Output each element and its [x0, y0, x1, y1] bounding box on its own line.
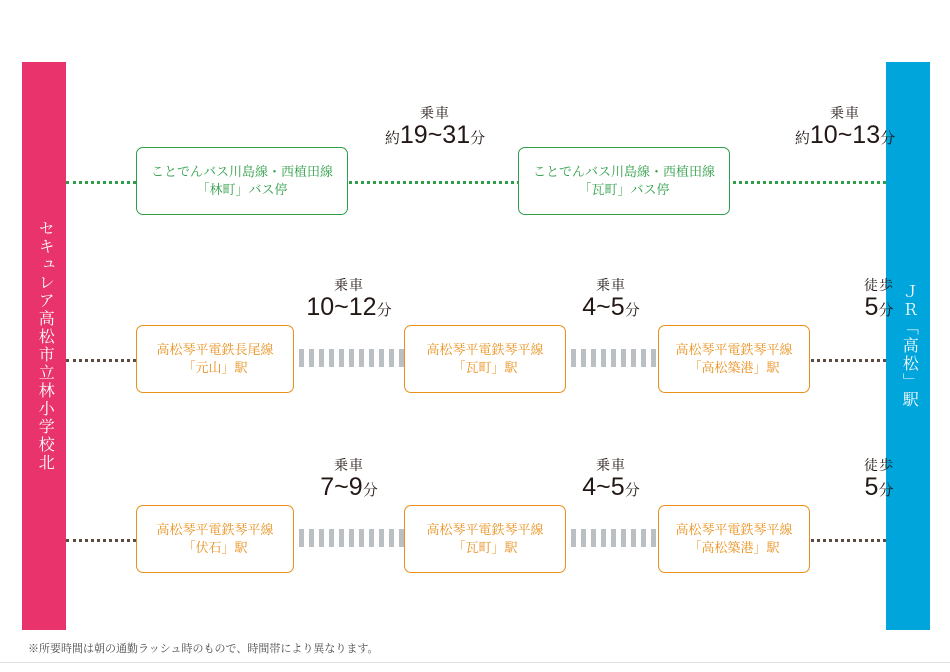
- bus-stop-kawaramachi[interactable]: [518, 147, 730, 215]
- nagao-leg-1-duration: 10~12: [306, 293, 377, 321]
- station-takamatsuchikko-nagao-name: 「高松築港」駅: [688, 360, 780, 375]
- bus-leg-2-time: [766, 103, 924, 150]
- nagao-leg-1-unit: 分: [376, 302, 392, 319]
- route-row-nagao-line: [66, 277, 894, 403]
- nagao-leg-2-unit: 分: [624, 302, 640, 319]
- rail-segment-kotohira-1: [294, 529, 404, 547]
- nagao-leg-3-unit: 分: [878, 302, 894, 319]
- kotohira-leg-1-time: [270, 455, 428, 502]
- station-motoyama-name: 「元山」駅: [182, 360, 248, 375]
- bus-leg-2-unit: 分: [880, 130, 896, 147]
- bottom-divider: [0, 662, 950, 663]
- kotohira-leg-1-duration: 7~9: [320, 473, 363, 501]
- station-motoyama-line: 高松琴平電鉄長尾線: [156, 342, 274, 358]
- rail-segment-kotohira-2: [566, 529, 658, 547]
- nagao-leg-3-duration: 5: [864, 293, 879, 321]
- nagao-leg-2-time: [546, 275, 676, 322]
- nagao-leg-2-mode: 乗車: [596, 277, 626, 293]
- nagao-leg-2-duration: 4~5: [582, 293, 625, 321]
- station-kawaramachi-kotohira[interactable]: [404, 505, 566, 573]
- bus-leg-1-approx: 約: [384, 130, 400, 147]
- nagao-leg-3-time: [814, 275, 944, 322]
- station-kawaramachi-nagao[interactable]: [404, 325, 566, 393]
- kotohira-leg-3-unit: 分: [878, 482, 894, 499]
- origin-endpoint-bar: [22, 62, 66, 630]
- bus-stop-hayashicho[interactable]: [136, 147, 348, 215]
- bus-leg-1-duration: 19~31: [399, 121, 471, 149]
- bus-leg-1-mode: 乗車: [420, 105, 450, 121]
- station-fuseishi[interactable]: [136, 505, 294, 573]
- bus-leg-1-unit: 分: [470, 130, 486, 147]
- station-fuseishi-line: 高松琴平電鉄琴平線: [156, 522, 274, 538]
- station-takamatsuchikko-kotohira[interactable]: [658, 505, 810, 573]
- bus-leg-2-duration: 10~13: [809, 121, 881, 149]
- nagao-leg-1-time: [270, 275, 428, 322]
- station-kawaramachi-nagao-name: 「瓦町」駅: [452, 360, 518, 375]
- kotohira-leg-2-duration: 4~5: [582, 473, 625, 501]
- nagao-leg-3-mode: 徒歩: [864, 277, 894, 293]
- bus-stop-kawaramachi-name: 「瓦町」バス停: [578, 182, 670, 197]
- station-takamatsuchikko-nagao[interactable]: [658, 325, 810, 393]
- station-takamatsuchikko-nagao-line: 高松琴平電鉄琴平線: [675, 342, 793, 358]
- kotohira-leg-1-unit: 分: [362, 482, 378, 499]
- kotohira-leg-2-unit: 分: [624, 482, 640, 499]
- kotohira-leg-3-time: [814, 455, 944, 502]
- route-row-bus: [66, 105, 896, 225]
- bus-stop-kawaramachi-line: ことでんバス川島線・西植田線: [532, 164, 715, 180]
- station-fuseishi-name: 「伏石」駅: [182, 540, 248, 555]
- bus-stop-hayashicho-line: ことでんバス川島線・西植田線: [150, 164, 333, 180]
- kotohira-leg-3-mode: 徒歩: [864, 457, 894, 473]
- bus-leg-2-mode: 乗車: [830, 105, 860, 121]
- station-kawaramachi-nagao-line: 高松琴平電鉄琴平線: [426, 342, 544, 358]
- station-takamatsuchikko-kotohira-name: 「高松築港」駅: [688, 540, 780, 555]
- station-kawaramachi-kotohira-line: 高松琴平電鉄琴平線: [426, 522, 544, 538]
- rail-segment-nagao-1: [294, 349, 404, 367]
- kotohira-leg-1-mode: 乗車: [334, 457, 364, 473]
- station-takamatsuchikko-kotohira-line: 高松琴平電鉄琴平線: [675, 522, 793, 538]
- kotohira-leg-2-time: [546, 455, 676, 502]
- rail-segment-nagao-2: [566, 349, 658, 367]
- bus-stop-hayashicho-name: 「林町」バス停: [196, 182, 288, 197]
- bus-leg-1-time: [356, 103, 514, 150]
- bus-leg-2-approx: 約: [794, 130, 810, 147]
- route-row-kotohira-line: [66, 457, 894, 583]
- station-kawaramachi-kotohira-name: 「瓦町」駅: [452, 540, 518, 555]
- nagao-leg-1-mode: 乗車: [334, 277, 364, 293]
- kotohira-leg-2-mode: 乗車: [596, 457, 626, 473]
- footnote: ※所要時間は朝の通勤ラッシュ時のもので、時間帯により異なります。: [28, 643, 379, 655]
- station-motoyama[interactable]: [136, 325, 294, 393]
- destination-label: ＪＲ「高松」駅: [900, 283, 918, 409]
- origin-label: セキュレア高松市立林小学校北: [36, 220, 54, 472]
- kotohira-leg-3-duration: 5: [864, 473, 879, 501]
